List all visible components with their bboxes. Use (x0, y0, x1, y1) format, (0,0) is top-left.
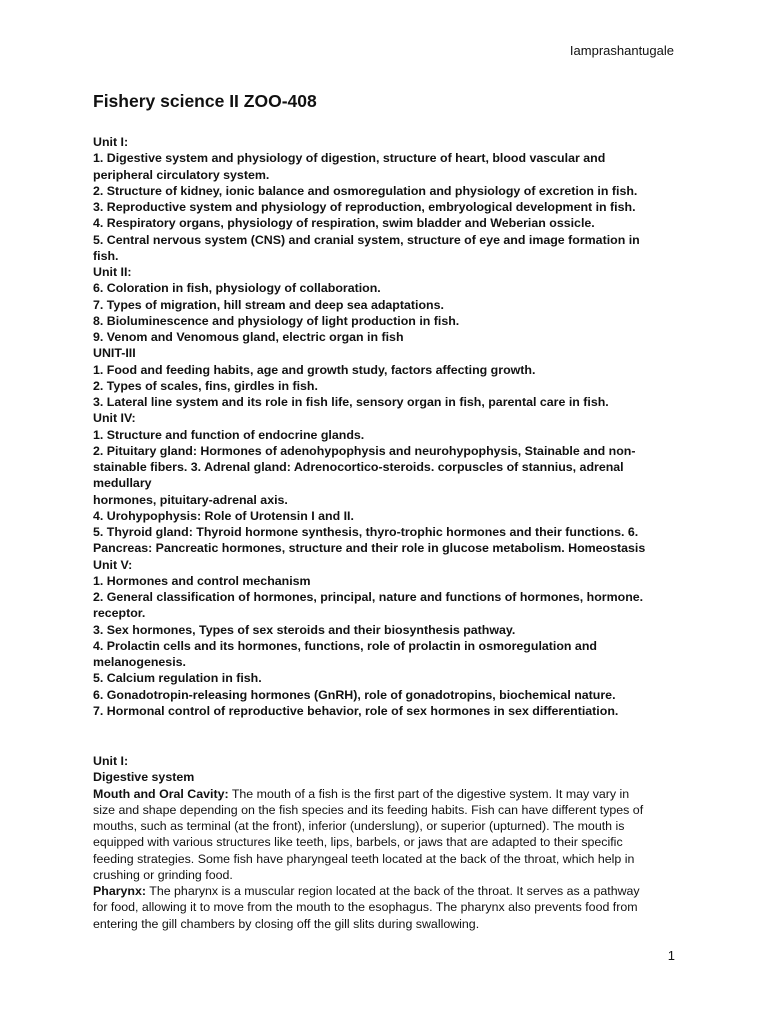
syllabus-line: Unit I: (93, 135, 129, 149)
paragraph-line: mouths, such as terminal (at the front), inferior (underslung), or superior (upturned). The mouth is (93, 819, 625, 833)
syllabus-line: 2. Types of scales, fins, girdles in fish. (93, 378, 318, 393)
syllabus-line: receptor. (93, 606, 146, 621)
syllabus-line: 4. Urohypophysis: Role of Urotensin I and II. (93, 508, 354, 523)
syllabus-line: 2. Pituitary gland: Hormones of adenohypophysis and neurohypophysis, Stainable and non- (93, 443, 636, 458)
syllabus-line: 1. Hormones and control mechanism (93, 573, 311, 588)
paragraph-line: entering the gill chambers by closing off the gill slits during swallowing. (93, 916, 480, 931)
paragraph-line: crushing or grinding food. (93, 867, 233, 882)
syllabus-line: 1. Digestive system and physiology of digestion, structure of heart, blood vascular and (93, 151, 606, 166)
term-mouth: Mouth and Oral Cavity: (93, 786, 229, 801)
syllabus-line: 2. General classification of hormones, principal, nature and functions of hormones, hormone. (93, 590, 644, 604)
syllabus-line: 1. Food and feeding habits, age and growth study, factors affecting growth. (93, 362, 536, 377)
syllabus-list (93, 134, 683, 719)
syllabus-line: 5. Thyroid gland: Thyroid hormone synthesis, thyro-trophic hormones and their functions. 6. (93, 525, 639, 539)
syllabus-line: Pancreas: Pancreatic hormones, structure and their role in glucose metabolism. Homeostasis (93, 541, 646, 556)
syllabus-line: Unit II: (93, 265, 132, 279)
paragraph-text: The pharynx is a muscular region located at the back of the throat. It serves as a pathway (146, 884, 640, 898)
syllabus-line: medullary (93, 476, 152, 491)
paragraph-text: The mouth of a fish is the first part of the digestive system. It may vary in (228, 786, 630, 801)
paragraph-line: feeding strategies. Some fish have pharyngeal teeth located at the back of the throat, which help in (93, 851, 635, 866)
syllabus-line: 3. Lateral line system and its role in fish life, sensory organ in fish, parental care in fish. (93, 395, 609, 409)
syllabus-line: 7. Hormonal control of reproductive behavior, role of sex hormones in sex differentiation. (93, 703, 619, 718)
paragraph-line: size and shape depending on the fish species and its feeding habits. Fish can have different types of (93, 802, 644, 817)
syllabus-line: 3. Sex hormones, Types of sex steroids and their biosynthesis pathway. (93, 622, 516, 637)
paragraph-line: for food, allowing it to move from the mouth to the esophagus. The pharynx also prevents food from (93, 900, 638, 915)
syllabus-line: 5. Central nervous system (CNS) and cranial system, structure of eye and image formation in (93, 232, 640, 247)
syllabus-line: 9. Venom and Venomous gland, electric organ in fish (93, 330, 404, 344)
syllabus-line: 5. Calcium regulation in fish. (93, 671, 262, 686)
syllabus-line: 6. Gonadotropin-releasing hormones (GnRH), role of gonadotropins, biochemical nature. (93, 687, 616, 702)
syllabus-line: 4. Prolactin cells and its hormones, functions, role of prolactin in osmoregulation and (93, 638, 597, 653)
paragraph-line (93, 883, 683, 899)
pharynx-paragraph (93, 883, 683, 932)
syllabus-line: UNIT-III (93, 346, 136, 361)
syllabus-line: fish. (93, 248, 119, 263)
header-author: Iamprashantugale (569, 43, 674, 58)
syllabus-line: Unit IV: (93, 411, 136, 426)
syllabus-line: 8. Bioluminescence and physiology of light production in fish. (93, 313, 460, 328)
syllabus-line: melanogenesis. (93, 655, 186, 669)
syllabus-line: stainable fibers. 3. Adrenal gland: Adrenocortico-steroids. corpuscles of stannius, adrenal (93, 460, 624, 474)
unit-heading: Unit I: (93, 754, 129, 768)
syllabus-line: 6. Coloration in fish, physiology of collaboration. (93, 281, 381, 296)
section-spacer (93, 719, 683, 753)
paragraph-line (93, 786, 683, 802)
page-number: 1 (667, 948, 675, 963)
paragraph-line: equipped with various structures like teeth, lips, barbels, or jaws that are adapted to their specific (93, 835, 623, 850)
term-pharynx: Pharynx: (93, 884, 147, 898)
document-body (93, 134, 683, 932)
syllabus-line: 3. Reproductive system and physiology of reproduction, embryological development in fish. (93, 200, 636, 214)
syllabus-line: peripheral circulatory system. (93, 167, 270, 182)
syllabus-line: hormones, pituitary-adrenal axis. (93, 492, 288, 507)
mouth-paragraph (93, 786, 683, 884)
syllabus-line: Unit V: (93, 557, 133, 572)
syllabus-line: 4. Respiratory organs, physiology of respiration, swim bladder and Weberian ossicle. (93, 216, 595, 231)
syllabus-line: 2. Structure of kidney, ionic balance and osmoregulation and physiology of excretion in fish. (93, 183, 638, 198)
section-heading: Digestive system (93, 770, 195, 785)
document-title: Fishery science II ZOO-408 (93, 91, 317, 111)
notes-section (93, 753, 683, 932)
syllabus-line: 7. Types of migration, hill stream and deep sea adaptations. (93, 297, 444, 312)
syllabus-line: 1. Structure and function of endocrine glands. (93, 427, 365, 442)
